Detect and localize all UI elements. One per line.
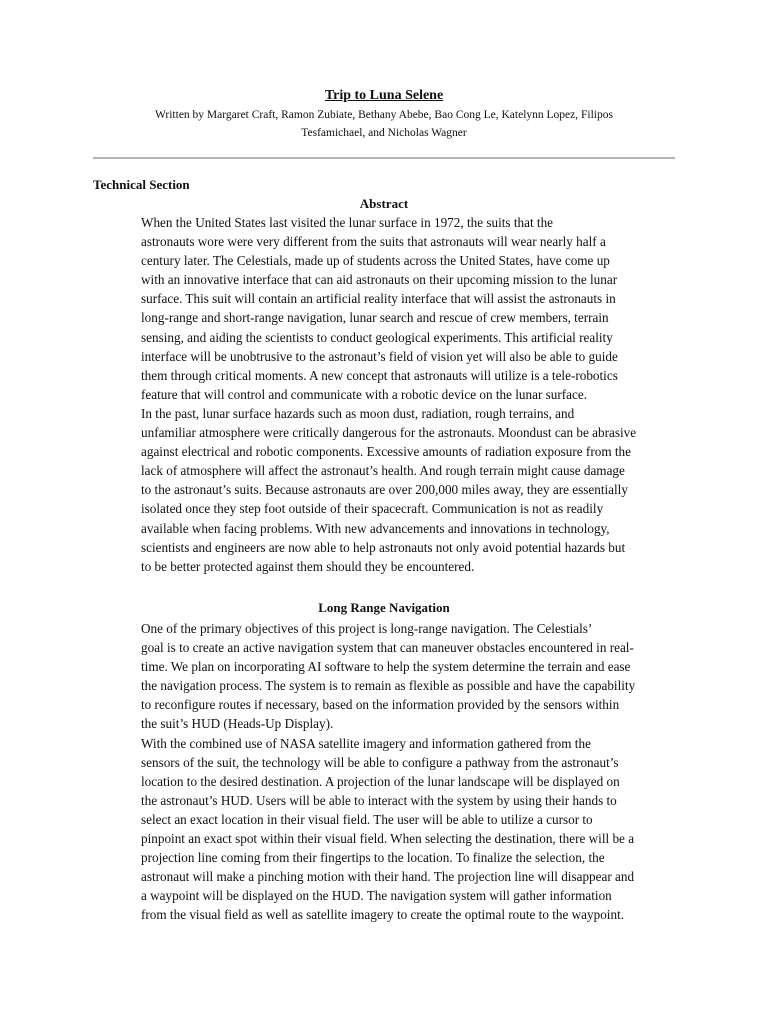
text-line: lack of atmosphere will affect the astronaut’s health. And rough terrain might cause damage (141, 463, 625, 479)
text-line: to the astronaut’s suits. Because astronauts are over 200,000 miles away, they are essentially (141, 482, 628, 498)
navigation-heading: Long Range Navigation (318, 600, 450, 615)
text-line: surface. This suit will contain an artificial reality interface that will assist the astronauts in (141, 291, 616, 307)
text-line: long-range and short-range navigation, lunar search and rescue of crew members, terrain (141, 310, 609, 326)
navigation-body (93, 619, 675, 925)
abstract-heading: Abstract (359, 196, 409, 211)
navigation-paragraph-2 (93, 734, 675, 925)
authors-line: Written by Margaret Craft, Ramon Zubiate, Bethany Abebe, Bao Cong Le, Katelynn Lopez, Filipos (155, 109, 613, 121)
text-line: scientists and engineers are now able to help astronauts not only avoid potential hazards but (141, 539, 626, 555)
text-line: projection line coming from their fingertips to the location. To finalize the selection, the (141, 850, 605, 866)
text-line: pinpoint an exact spot within their visual field. When selecting the destination, there will be a (141, 831, 635, 847)
text-line: to be better protected against them should they be encountered. (141, 558, 475, 574)
navigation-paragraph-1 (93, 619, 675, 734)
authors-byline (110, 106, 658, 142)
text-line: a waypoint will be displayed on the HUD. The navigation system will gather information (141, 888, 612, 904)
text-line: from the visual field as well as satellite imagery to create the optimal route to the waypoint. (141, 907, 625, 923)
text-line: the astronaut’s HUD. Users will be able to interact with the system by using their hands to (141, 792, 617, 808)
text-line: century later. The Celestials, made up of students across the United States, have come up (141, 253, 610, 269)
horizontal-divider (93, 157, 675, 159)
text-line: sensing, and aiding the scientists to conduct geological experiments. This artificial reality (141, 329, 613, 345)
section-heading: Technical Section (93, 177, 190, 192)
text-line: time. We plan on incorporating AI software to help the system determine the terrain and ease (141, 659, 631, 675)
abstract-body (93, 213, 675, 576)
text-line: feature that will control and communicate with a robotic device on the lunar surface. (141, 386, 588, 402)
text-line: sensors of the suit, the technology will be able to configure a pathway from the astronaut’s (141, 754, 619, 770)
text-line: with an innovative interface that can aid astronauts on their upcoming mission to the lunar (141, 272, 618, 288)
abstract-paragraph-1 (93, 213, 675, 404)
abstract-paragraph-2 (93, 404, 675, 576)
text-line: to reconfigure routes if necessary, based on the information provided by the sensors within (141, 697, 620, 713)
text-line: against electrical and robotic components. Excessive amounts of radiation exposure from the (141, 444, 631, 460)
text-line: available when facing problems. With new advancements and innovations in technology, (141, 520, 610, 536)
text-line: In the past, lunar surface hazards such as moon dust, radiation, rough terrains, and (141, 405, 575, 421)
text-line: select an exact location in their visual field. The user will be able to utilize a cursor to (141, 811, 593, 827)
text-line: interface will be unobtrusive to the astronaut’s field of vision yet will also be able to guide (141, 348, 618, 364)
text-line: the suit’s HUD (Heads-Up Display). (141, 716, 334, 732)
text-line: With the combined use of NASA satellite imagery and information gathered from the (141, 735, 591, 751)
text-line: When the United States last visited the lunar surface in 1972, the suits that the (141, 215, 554, 230)
document-title: Trip to Luna Selene (324, 88, 444, 103)
text-line: location to the desired destination. A projection of the lunar landscape will be displayed on (141, 773, 620, 789)
text-line: goal is to create an active navigation system that can maneuver obstacles encountered in real- (141, 640, 634, 656)
text-line: the navigation process. The system is to remain as flexible as possible and have the capability (141, 678, 636, 694)
authors-line: Tesfamichael, and Nicholas Wagner (301, 127, 467, 139)
text-line: them through critical moments. A new concept that astronauts will utilize is a tele-robotics (141, 367, 618, 383)
text-line: astronauts wore were very different from the suits that astronauts will wear nearly half a (141, 234, 606, 250)
text-line: unfamiliar atmosphere were critically dangerous for the astronauts. Moondust can be abrasive (141, 425, 637, 441)
text-line: astronaut will make a pinching motion with their hand. The projection line will disappear and (141, 869, 635, 885)
text-line: One of the primary objectives of this project is long-range navigation. The Celestials’ (141, 621, 593, 636)
text-line: isolated once they step foot outside of their spacecraft. Communication is not as readily (141, 501, 604, 517)
